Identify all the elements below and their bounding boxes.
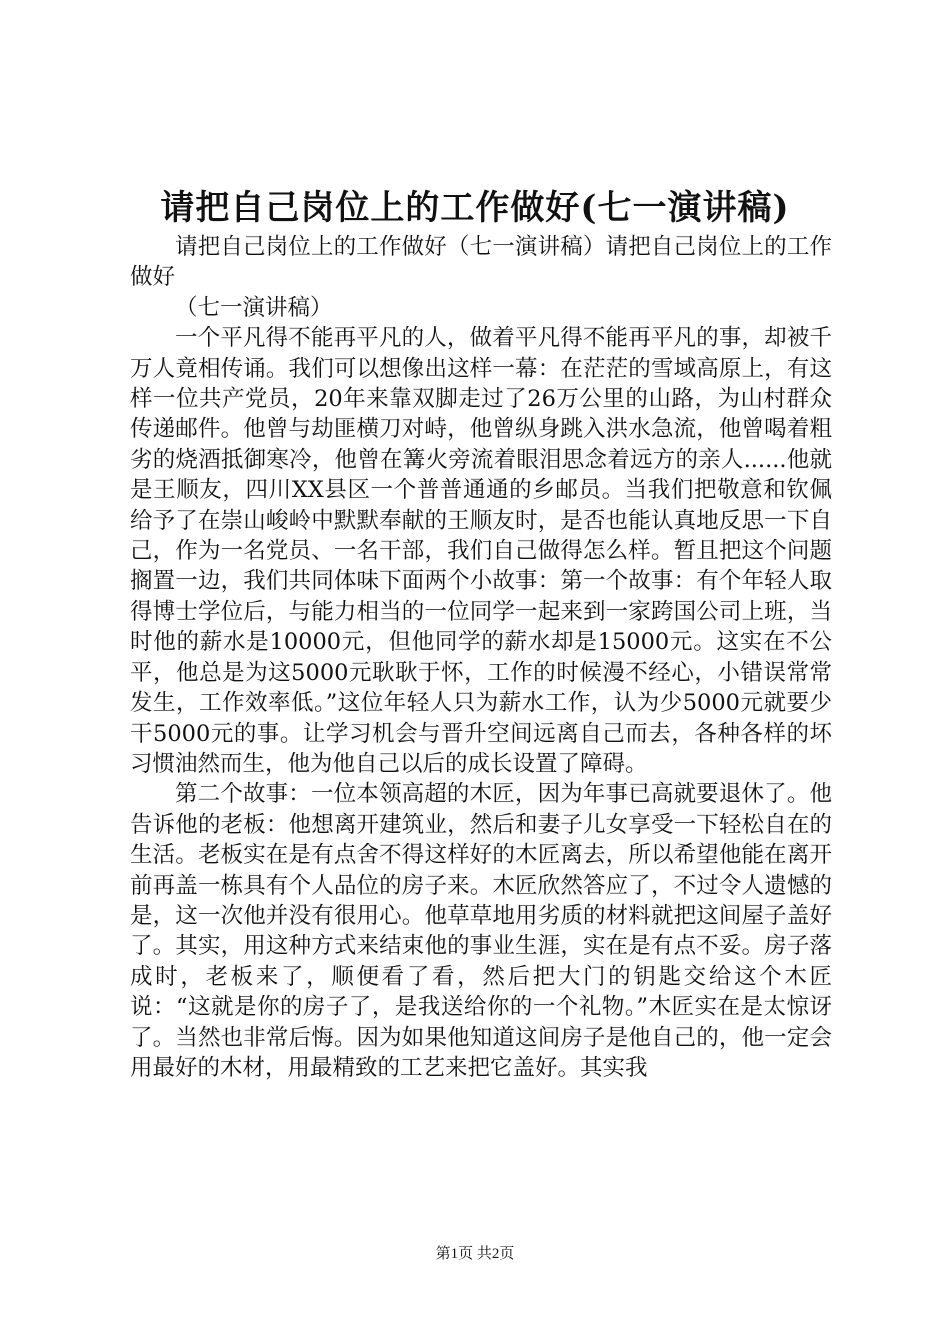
page-number-footer: 第1页 共2页 (435, 1246, 515, 1262)
paragraph: 请把自己岗位上的工作做好（七一演讲稿）请把自己岗位上的工作做好 (130, 234, 832, 291)
paragraph: （七一演讲稿） (175, 294, 333, 321)
document-title: 请把自己岗位上的工作做好(七一演讲稿) (160, 188, 790, 228)
document-body (130, 232, 832, 1083)
paragraph: 第二个故事：一位本领高超的木匠，因为年事已高就要退休了。他告诉他的老板：他想离开建筑业，然后和妻子儿女享受一下轻松自在的生活。老板实在是有点舍不得这样好的木匠离去，所以希望他能在离开前再盖一栋具有个人品位的房子来。木匠欣然答应了，不过令人遗憾的是，这一次他并没有很用心。他草草地用劣质的材料就把这间屋子盖好了。其实，用这种方式来结束他的事业生涯，实在是有点不妥。房子落成时，老板来了，顺便看了看，然后把大门的钥匙交给这个木匠说：“这就是你的房子了，是我送给你的一个礼物。”木匠实在是太惊讶了。当然也非常后悔。因为如果他知道这间房子是他自己的，他一定会用最好的木材，用最精致的工艺来把它盖好。其实我 (130, 781, 832, 1081)
paragraph: 一个平凡得不能再平凡的人，做着平凡得不能再平凡的事，却被千万人竟相传诵。我们可以想像出这样一幕：在茫茫的雪域高原上，有这样一位共产党员，20年来靠双脚走过了26万公里的山路，为山村群众传递邮件。他曾与劫匪横刀对峙，他曾纵身跳入洪水急流，他曾喝着粗劣的烧酒抵御寒冷，他曾在篝火旁流着眼泪思念着远方的亲人......他就是王顺友，四川XX县区一个普普通通的乡邮员。当我们把敬意和钦佩给予了在崇山峻岭中默默奉献的王顺友时，是否也能认真地反思一下自己，作为一名党员、一名干部，我们自己做得怎么样。暂且把这个问题搁置一边，我们共同体味下面两个小故事：第一个故事：有个年轻人取得博士学位后，与能力相当的一位同学一起来到一家跨国公司上班，当时他的薪水是10000元，但他同学的薪水却是15000元。这实在不公平，他总是为这5000元耿耿于怀，工作的时候漫不经心，小错误常常发生，工作效率低。”这位年轻人只为薪水工作，认为少5000元就要少干5000元的事。让学习机会与晋升空间远离自己而去，各种各样的坏习惯油然而生，他为他自己以后的成长设置了障碍。 (130, 325, 832, 777)
